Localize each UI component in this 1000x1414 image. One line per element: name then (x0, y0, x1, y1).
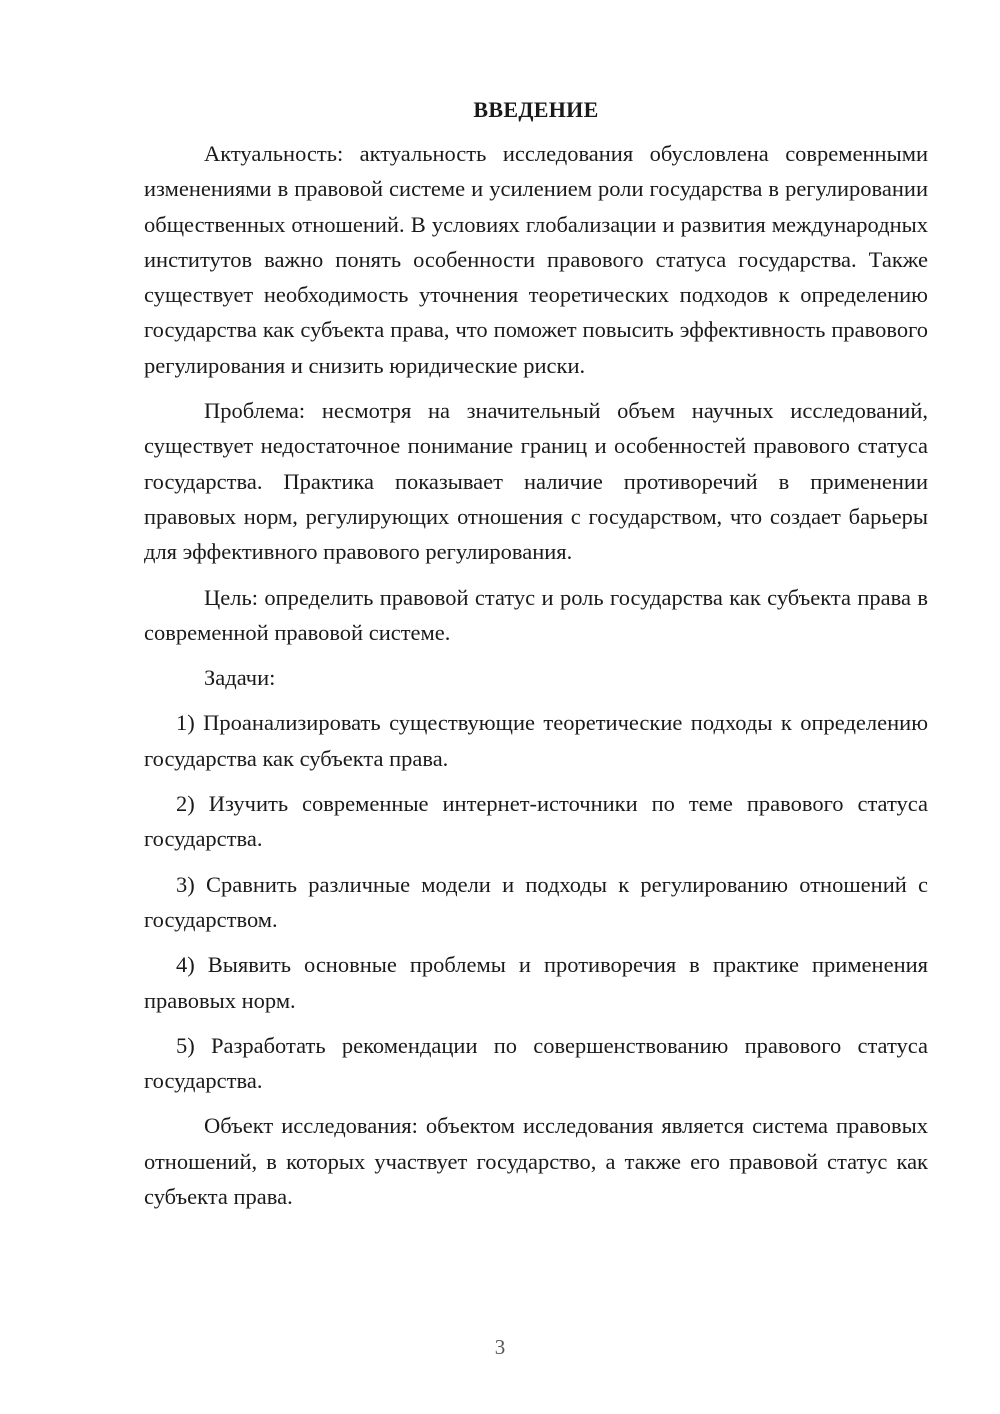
relevance-paragraph: Актуальность: актуальность исследования обусловлена современными изменениями в правовой системе и усилением роли государства в регулировании общественных отношений. В условиях глобализации и развития международных институтов важно понять особенности правового статуса государства. Также существует необходимость уточнения теоретических подходов к определению государства как субъекта права, что поможет повысить эффективность правового регулирования и снизить юридические риски. (144, 141, 928, 378)
page-number: 3 (494, 1335, 506, 1359)
task-item-3: 3) Сравнить различные модели и подходы к регулированию отношений с государством. (144, 871, 928, 932)
task-item-4: 4) Выявить основные проблемы и противоречия в практике применения правовых норм. (144, 952, 928, 1013)
task-item-2: 2) Изучить современные интернет-источники по теме правового статуса государства. (144, 791, 928, 852)
task-item-1: 1) Проанализировать существующие теоретические подходы к определению государства как субъекта права. (144, 710, 928, 771)
tasks-label: Задачи: (204, 665, 276, 691)
task-item-5: 5) Разработать рекомендации по совершенствованию правового статуса государства. (144, 1032, 928, 1094)
document-page (144, 94, 928, 1224)
problem-paragraph: Проблема: несмотря на значительный объем научных исследований, существует недостаточное понимание границ и особенностей правового статуса государства. Практика показывает наличие противоречий в применении правовых норм, регулирующих отношения с государством, что создает барьеры для эффективного правового регулирования. (144, 398, 928, 565)
object-paragraph: Объект исследования: объектом исследования является система правовых отношений, в которых участвует государство, а также его правовой статус как субъекта права. (144, 1113, 928, 1210)
goal-paragraph: Цель: определить правовой статус и роль государства как субъекта права в современной правовой системе. (144, 584, 928, 645)
section-title: ВВЕДЕНИЕ (473, 97, 599, 122)
